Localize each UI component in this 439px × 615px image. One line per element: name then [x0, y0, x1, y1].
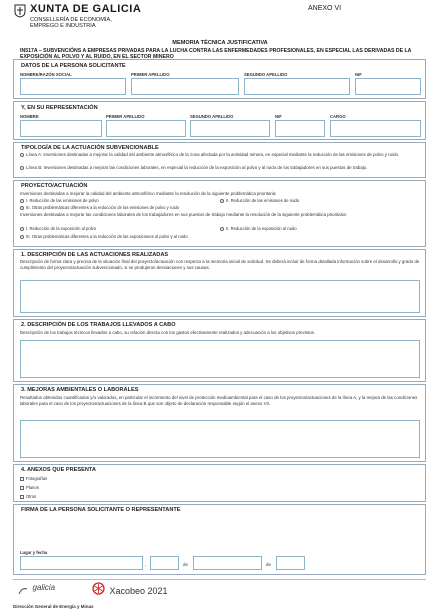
a2-option[interactable]: II. Reducción de las emisiones de ruido [220, 198, 299, 203]
line-b-radio[interactable] [20, 166, 24, 170]
field-label: CARGO [330, 114, 346, 119]
line-a-option[interactable]: Línea A: Inversiones destinadas a mejorar la calidad del ambiente atmosférico de la zona afectada por la actividad minera, en especial mediante la reducción de las emisiones de polvo y ruido. [20, 152, 420, 158]
section-title: 1. DESCRIPCIÓN DE LAS ACTUACIONES REALIZADAS [21, 252, 169, 258]
signature-section [13, 504, 426, 575]
rep-name-field[interactable] [20, 120, 102, 137]
b3-option[interactable]: III. Otras problemáticas diferentes a la reducción de las exposiciones al polvo y al ruido [20, 234, 188, 239]
radio[interactable] [220, 227, 224, 231]
line-a-radio[interactable] [20, 153, 24, 157]
rep-role-field[interactable] [330, 120, 421, 137]
section-description: Resultados obtenidos cuantificados y/o valorados, en particular el incremento del nivel de protección medioambiental para el caso de los proyectos/actuaciones de la línea A, y la mejora de las condiciones laborales para el caso de los proyectos/actuaciones de la línea B que son objeto de declaración responsable según el anexo VII. [20, 395, 418, 406]
radio[interactable] [20, 199, 24, 203]
month-field[interactable] [193, 556, 262, 570]
section-4 [13, 464, 426, 502]
xacobeo-logo: Xacobeo 2021 [92, 582, 168, 600]
a3-option[interactable]: III. Otras problemáticas diferentes a la reducción de las emisiones de polvo y ruido [20, 205, 179, 210]
section-1 [13, 249, 426, 317]
radio[interactable] [220, 199, 224, 203]
section-title: TIPOLOGÍA DE LA ACTUACIÓN SUBVENCIONABLE [21, 145, 159, 151]
a1-option[interactable]: I. Reducción de las emisiones de polvo [20, 198, 99, 203]
intro-text: Inversiones destinadas a mejorar las condiciones laborales de los trabajadores en sus puestos de trabajo mediante la resolución de la siguiente problemática prioritaria: [20, 212, 347, 217]
comma-separator: , [145, 562, 147, 567]
s2-textarea[interactable] [20, 340, 420, 378]
checkbox[interactable] [20, 486, 24, 490]
section-2 [13, 319, 426, 382]
section-title: Y, EN SU REPRESENTACIÓN [21, 105, 98, 111]
field-label: NOMBRE [20, 114, 39, 119]
project-section [13, 180, 426, 247]
checkbox[interactable] [20, 495, 24, 499]
intro-text: Inversiones destinadas a mejorar la calidad del ambiente atmosférico mediante la resolución de la siguiente problemática prioritaria: [20, 191, 277, 196]
line-b-option[interactable]: Línea B: Inversiones destinadas a mejorar las condiciones laborales, en especial la reducción de la exposición al polvo y al ruido de los trabajadores en sus puestos de trabajo. [20, 165, 420, 171]
field-label: PRIMER APELLIDO [106, 114, 145, 119]
day-field[interactable] [150, 556, 179, 570]
footer-direction: Dirección General de Energía y Minas [13, 604, 94, 609]
representative-section [13, 101, 426, 140]
place-field[interactable] [20, 556, 143, 570]
section-title: FIRMA DE LA PERSONA SOLICITANTE O REPRESENTANTE [21, 507, 181, 513]
field-label: SEGUNDO APELLIDO [190, 114, 234, 119]
annex-label: ANEXO VI [308, 5, 342, 12]
section-title: DATOS DE LA PERSONA SOLICITANTE [21, 63, 126, 69]
radio[interactable] [20, 227, 24, 231]
b1-option[interactable]: I. Reducción de la exposición al polvo [20, 226, 96, 231]
section-description: Descripción de los trabajos técnicos llevados a cabo, su relación directa con los gastos efectivamente realizados y adecuación a los objetivos previstos. [20, 330, 316, 335]
plans-option[interactable]: Planos [20, 485, 39, 490]
photos-option[interactable]: Fotografías [20, 476, 47, 481]
first-surname-field[interactable] [131, 78, 239, 95]
s1-textarea[interactable] [20, 280, 420, 313]
field-label: SEGUNDO APELLIDO [244, 72, 288, 77]
field-label: NOMBRE/RAZÓN SOCIAL [20, 72, 72, 77]
xunta-logo-icon [14, 4, 26, 18]
field-label: PRIMER APELLIDO [131, 72, 170, 77]
footer-divider [13, 579, 426, 580]
field-label: NIF [355, 72, 362, 77]
section-title: 4. ANEXOS QUE PRESENTA [21, 467, 96, 473]
applicant-section [13, 59, 426, 99]
name-field[interactable] [20, 78, 126, 95]
place-date-label: Lugar y fecha [20, 550, 48, 555]
s3-textarea[interactable] [20, 420, 420, 458]
year-field[interactable] [276, 556, 305, 570]
field-label: NIF [275, 114, 282, 119]
rep-nif-field[interactable] [275, 120, 325, 137]
org-name: XUNTA DE GALICIA [30, 3, 142, 15]
de-label: de [266, 562, 271, 567]
radio[interactable] [20, 206, 24, 210]
xacobeo-shell-icon [92, 582, 105, 600]
section-3 [13, 384, 426, 462]
org-subtitle: CONSELLERÍA DE ECONOMÍA, EMPREGO E INDUSTRIA [30, 17, 112, 30]
galicia-logo: galicia [18, 583, 55, 601]
document-title: MEMORIA TÉCNICA JUSTIFICATIVA IN517A – SUBVENCIÓNS A EMPRESAS PRIVADAS PARA LA LUCHA CONTRA LAS ENFERMEDADES PROFESIONALES, EN ESPECIAL LAS DERIVADAS DE LA EXPOSICIÓN AL POLVO Y AL RUIDO, EN EL SECTOR MINERO [20, 40, 412, 61]
de-label: de [183, 562, 188, 567]
section-title: PROYECTO/ACTUACIÓN [21, 183, 88, 189]
nif-field[interactable] [355, 78, 421, 95]
section-title: 2. DESCRIPCIÓN DE LOS TRABAJOS LLEVADOS A CABO [21, 322, 176, 328]
checkbox[interactable] [20, 477, 24, 481]
others-option[interactable]: Otros [20, 494, 36, 499]
typology-section [13, 142, 426, 178]
section-description: Descripción de forma clara y precisa de la situación final del proyecto/actuación con respecto a la memoria inicial de solicitud. Se deberá incluir de forma detallada información sobre el desarrollo y grado de cumplimiento del proyecto/actuación subvencionado, si se produjeron desviaciones y sus causas. [20, 259, 420, 270]
rep-first-surname-field[interactable] [106, 120, 186, 137]
rep-second-surname-field[interactable] [190, 120, 270, 137]
second-surname-field[interactable] [244, 78, 350, 95]
galicia-mark-icon [18, 583, 28, 601]
b2-option[interactable]: II. Reducción de la exposición al ruido [220, 226, 297, 231]
radio[interactable] [20, 235, 24, 239]
section-title: 3. MEJORAS AMBIENTALES O LABORALES [21, 387, 139, 393]
